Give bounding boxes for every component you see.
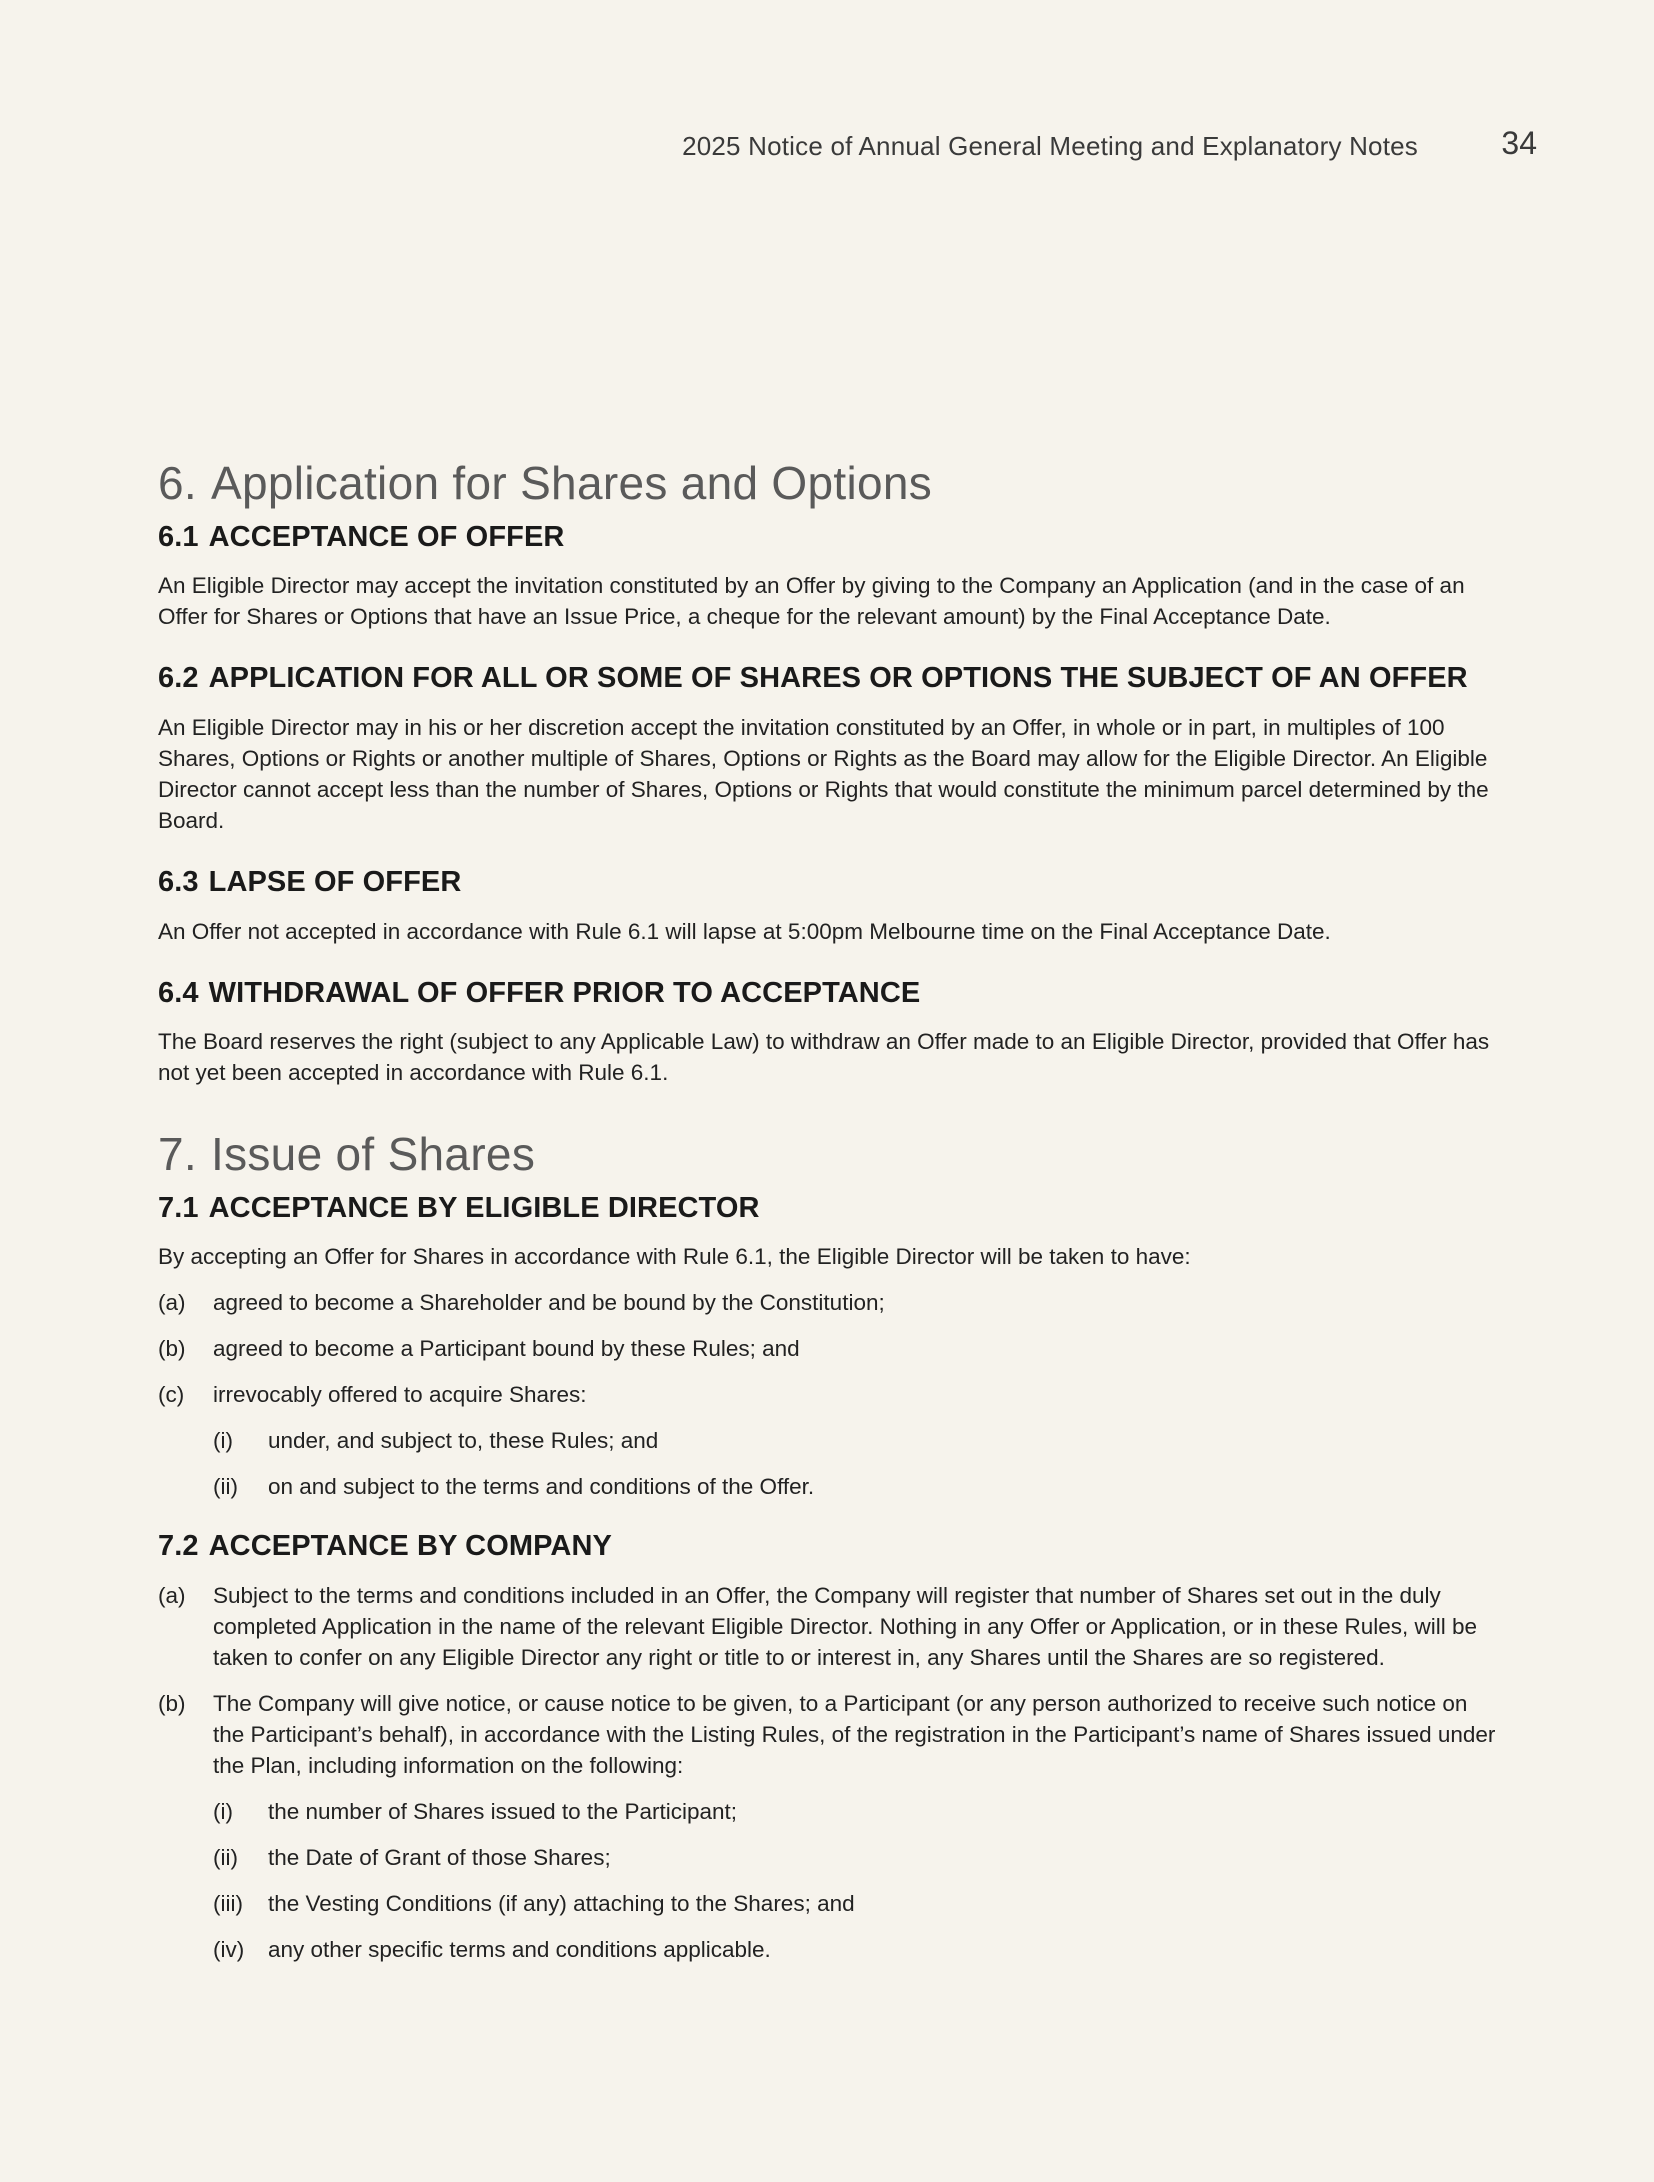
clause-6-2-text: An Eligible Director may in his or her discretion accept the invitation constituted by an Offer, in whole or in part, in multiples of 100 Shares, Options or Rights or another multiple of Shares, Options or Rights as the Board may allow for the Eligible Director. An Eligible Director cannot accept less than the number of Shares, Options or Rights that would constitute the minimum parcel determined by the Board. (158, 714, 1489, 833)
list-marker: (a) (158, 1583, 186, 1609)
list-marker: (b) (158, 1336, 186, 1362)
list-item-text: the Date of Grant of those Shares; (268, 1845, 611, 1871)
section-7-heading (158, 1126, 1498, 1184)
sub-list-item (158, 1934, 1498, 1965)
sub-list-item (158, 1425, 1498, 1456)
section-7-number: 7. (158, 1128, 197, 1181)
section-6-title: Application for Shares and Options (211, 457, 933, 509)
clause-7-1-list (158, 1287, 1498, 1502)
list-item (158, 1333, 1498, 1364)
list-marker: (ii) (213, 1845, 238, 1871)
list-item (158, 1379, 1498, 1410)
clause-number: 7.2 (158, 1530, 199, 1563)
list-marker: (i) (213, 1428, 233, 1454)
sub-list-item (158, 1471, 1498, 1502)
list-marker: (iv) (213, 1937, 245, 1963)
clause-7-1-heading (158, 1190, 1498, 1228)
list-item-text: under, and subject to, these Rules; and (268, 1428, 659, 1454)
clause-6-1-heading (158, 519, 1498, 557)
section-6-number: 6. (158, 457, 197, 509)
clause-6-3-text: An Offer not accepted in accordance with Rule 6.1 will lapse at 5:00pm Melbourne time on the Final Acceptance Date. (158, 918, 1331, 944)
page-header (600, 125, 1540, 168)
list-item-text: agreed to become a Participant bound by these Rules; and (213, 1336, 800, 1362)
clause-7-2-list (158, 1580, 1498, 1965)
section-6-heading (158, 455, 1498, 513)
clause-number: 6.3 (158, 865, 199, 898)
list-item-text: on and subject to the terms and conditions of the Offer. (268, 1474, 815, 1500)
document-body (158, 455, 1498, 1991)
list-item-text: the Vesting Conditions (if any) attaching to the Shares; and (268, 1891, 855, 1917)
list-marker: (ii) (213, 1474, 238, 1500)
list-marker: (b) (158, 1691, 186, 1717)
clause-6-2-heading (158, 660, 1498, 698)
list-item-text: any other specific terms and conditions applicable. (268, 1937, 771, 1963)
list-item (158, 1287, 1498, 1318)
clause-number: 6.1 (158, 520, 199, 553)
clause-7-1-intro: By accepting an Offer for Shares in accordance with Rule 6.1, the Eligible Director will be taken to have: (158, 1244, 1191, 1270)
sub-list-item (158, 1888, 1498, 1919)
sub-list-item (158, 1796, 1498, 1827)
clause-number: 6.4 (158, 976, 199, 1009)
clause-title: ACCEPTANCE OF OFFER (208, 520, 565, 553)
clause-title: WITHDRAWAL OF OFFER PRIOR TO ACCEPTANCE (208, 976, 921, 1009)
clause-title: ACCEPTANCE BY ELIGIBLE DIRECTOR (208, 1191, 760, 1224)
clause-6-4-heading (158, 975, 1498, 1013)
clause-title: LAPSE OF OFFER (208, 865, 462, 898)
clause-6-1-text: An Eligible Director may accept the invitation constituted by an Offer by giving to the Company an Application (and in the case of an Offer for Shares or Options that have an Issue Price, a cheque for the relevant amount) by the Final Acceptance Date. (158, 573, 1465, 630)
list-item-text: the number of Shares issued to the Participant; (268, 1799, 738, 1825)
clause-title: APPLICATION FOR ALL OR SOME OF SHARES OR OPTIONS THE SUBJECT OF AN OFFER (208, 662, 1468, 695)
list-item-text: agreed to become a Shareholder and be bound by the Constitution; (213, 1290, 885, 1316)
list-item (158, 1688, 1498, 1781)
clause-title: ACCEPTANCE BY COMPANY (208, 1530, 612, 1563)
page-number: 34 (1501, 125, 1537, 161)
list-item (158, 1580, 1498, 1673)
clause-6-4-text: The Board reserves the right (subject to any Applicable Law) to withdraw an Offer made to an Eligible Director, provided that Offer has not yet been accepted in accordance with Rule 6.1. (158, 1029, 1490, 1086)
list-marker: (a) (158, 1290, 186, 1316)
document-title: 2025 Notice of Annual General Meeting and Explanatory Notes (682, 131, 1418, 161)
list-marker: (c) (158, 1382, 185, 1408)
sub-list-item (158, 1842, 1498, 1873)
clause-7-2-heading (158, 1528, 1498, 1566)
section-7-title: Issue of Shares (211, 1128, 536, 1181)
list-item-text: The Company will give notice, or cause notice to be given, to a Participant (or any person authorized to receive such notice on the Participant’s behalf), in accordance with the Listing Rules, of the registration in the Participant’s name of Shares issued under the Plan, including information on the following: (213, 1691, 1496, 1779)
list-marker: (iii) (213, 1891, 243, 1917)
list-marker: (i) (213, 1799, 233, 1825)
list-item-text: Subject to the terms and conditions included in an Offer, the Company will register that number of Shares set out in the duly completed Application in the name of the relevant Eligible Director. Nothing in any Offer or Application, or in these Rules, will be taken to confer on any Eligible Director any right or title to or interest in, any Shares until the Shares are so registered. (213, 1583, 1478, 1671)
list-item-text: irrevocably offered to acquire Shares: (213, 1382, 587, 1408)
clause-number: 6.2 (158, 662, 199, 695)
clause-number: 7.1 (158, 1191, 199, 1224)
clause-6-3-heading (158, 864, 1498, 902)
